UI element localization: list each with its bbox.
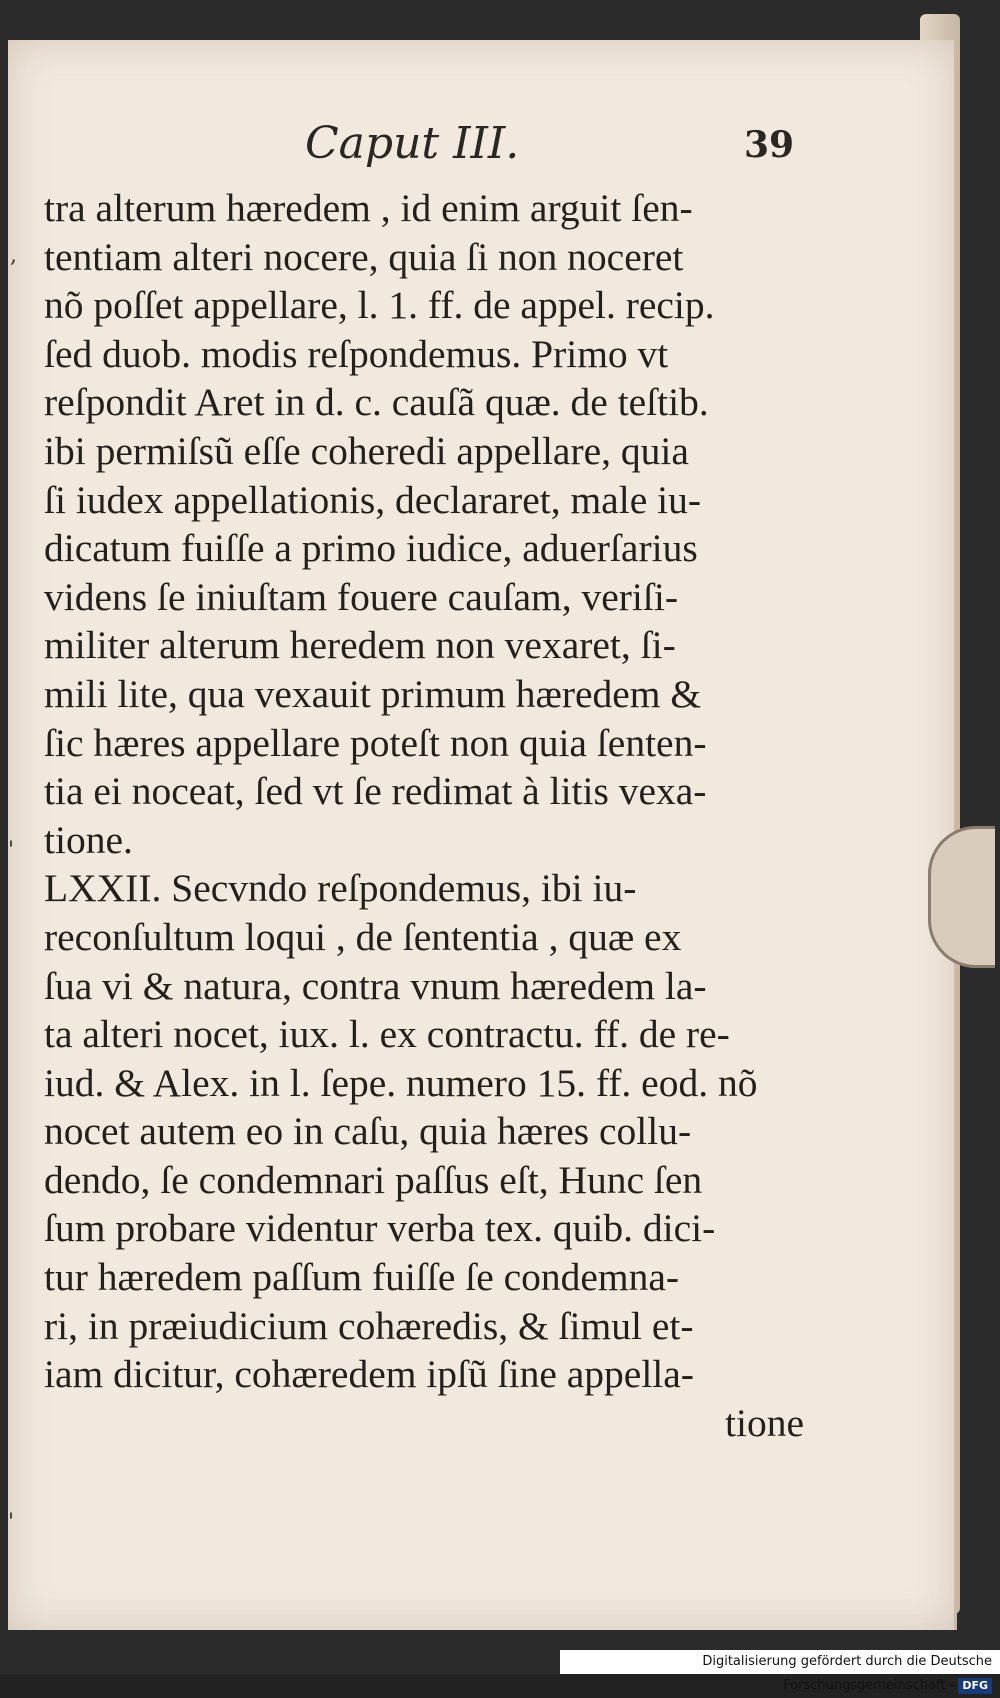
text-line: ſed duob. modis reſpondemus. Primo vt (44, 331, 669, 376)
text-line: reconſultum loqui , de ſententia , quæ ex (44, 914, 682, 959)
text-line: ſua vi & natura, contra vnum hæredem la- (44, 963, 707, 1008)
text-line: ri, in præiudicium cohæredis, & ſimul et- (44, 1303, 694, 1348)
margin-mark: ' (8, 838, 15, 863)
text-line: dicatum fuiſſe a primo iudice, aduerſarius (44, 526, 698, 571)
body-text (44, 184, 804, 1447)
catchword: tione (725, 1400, 804, 1445)
text-line: ta alteri nocet, iux. l. ex contractu. ff. de re- (44, 1012, 730, 1057)
text-line: tentiam alteri nocere, quia ſi non noceret (44, 234, 684, 279)
text-line: nocet autem eo in caſu, quia hæres collu- (44, 1109, 692, 1154)
page-number: 39 (744, 124, 795, 166)
credit-text: Digitalisierung gefördert durch die Deutsche Forschungsgemeinschaft - (702, 1654, 992, 1693)
text-line: ſum probare videntur verba tex. quib. dici- (44, 1206, 716, 1251)
text-line: ibi permiſsũ eſſe coheredi appellare, quia (44, 428, 689, 473)
text-line: tia ei noceat, ſed vt ſe redimat à litis vexa- (44, 769, 707, 814)
running-head: Caput III. (305, 118, 520, 169)
text-line: dendo, ſe condemnari paſſus eſt, Hunc ſen (44, 1157, 703, 1202)
text-line: iud. & Alex. in l. ſepe. numero 15. ff. eod. nõ (44, 1060, 758, 1105)
text-line: iam dicitur, cohæredem ipſũ ſine appella- (44, 1352, 694, 1397)
text-line: militer alterum heredem non vexaret, ſi- (44, 623, 676, 668)
text-line: ſic hæres appellare poteſt non quia ſenten- (44, 720, 707, 765)
text-line: ſi iudex appellationis, declararet, male iu- (44, 477, 701, 522)
text-line: tur hæredem paſſum fuiſſe ſe condemna- (44, 1255, 680, 1300)
text-line: tra alterum hæredem , id enim arguit ſen- (44, 186, 693, 230)
digitization-credit (560, 1650, 1000, 1693)
text-line: reſpondit Aret in d. c. cauſã quæ. de teſtib. (44, 380, 709, 425)
dfg-logo: DFG (958, 1678, 992, 1694)
page-header (0, 118, 1000, 178)
text-line: tione. (44, 817, 133, 862)
margin-mark: , (10, 243, 17, 268)
text-line: mili lite, qua vexauit primum hæredem & (44, 671, 702, 716)
margin-mark: ' (8, 1510, 15, 1535)
text-line: videns ſe iniuſtam fouere cauſam, veriſi- (44, 574, 678, 619)
page-clip (928, 826, 995, 968)
text-line: LXXII. Secvndo reſpondemus, ibi iu- (44, 866, 637, 911)
text-line: nõ poſſet appellare, l. 1. ff. de appel. recip. (44, 283, 715, 328)
